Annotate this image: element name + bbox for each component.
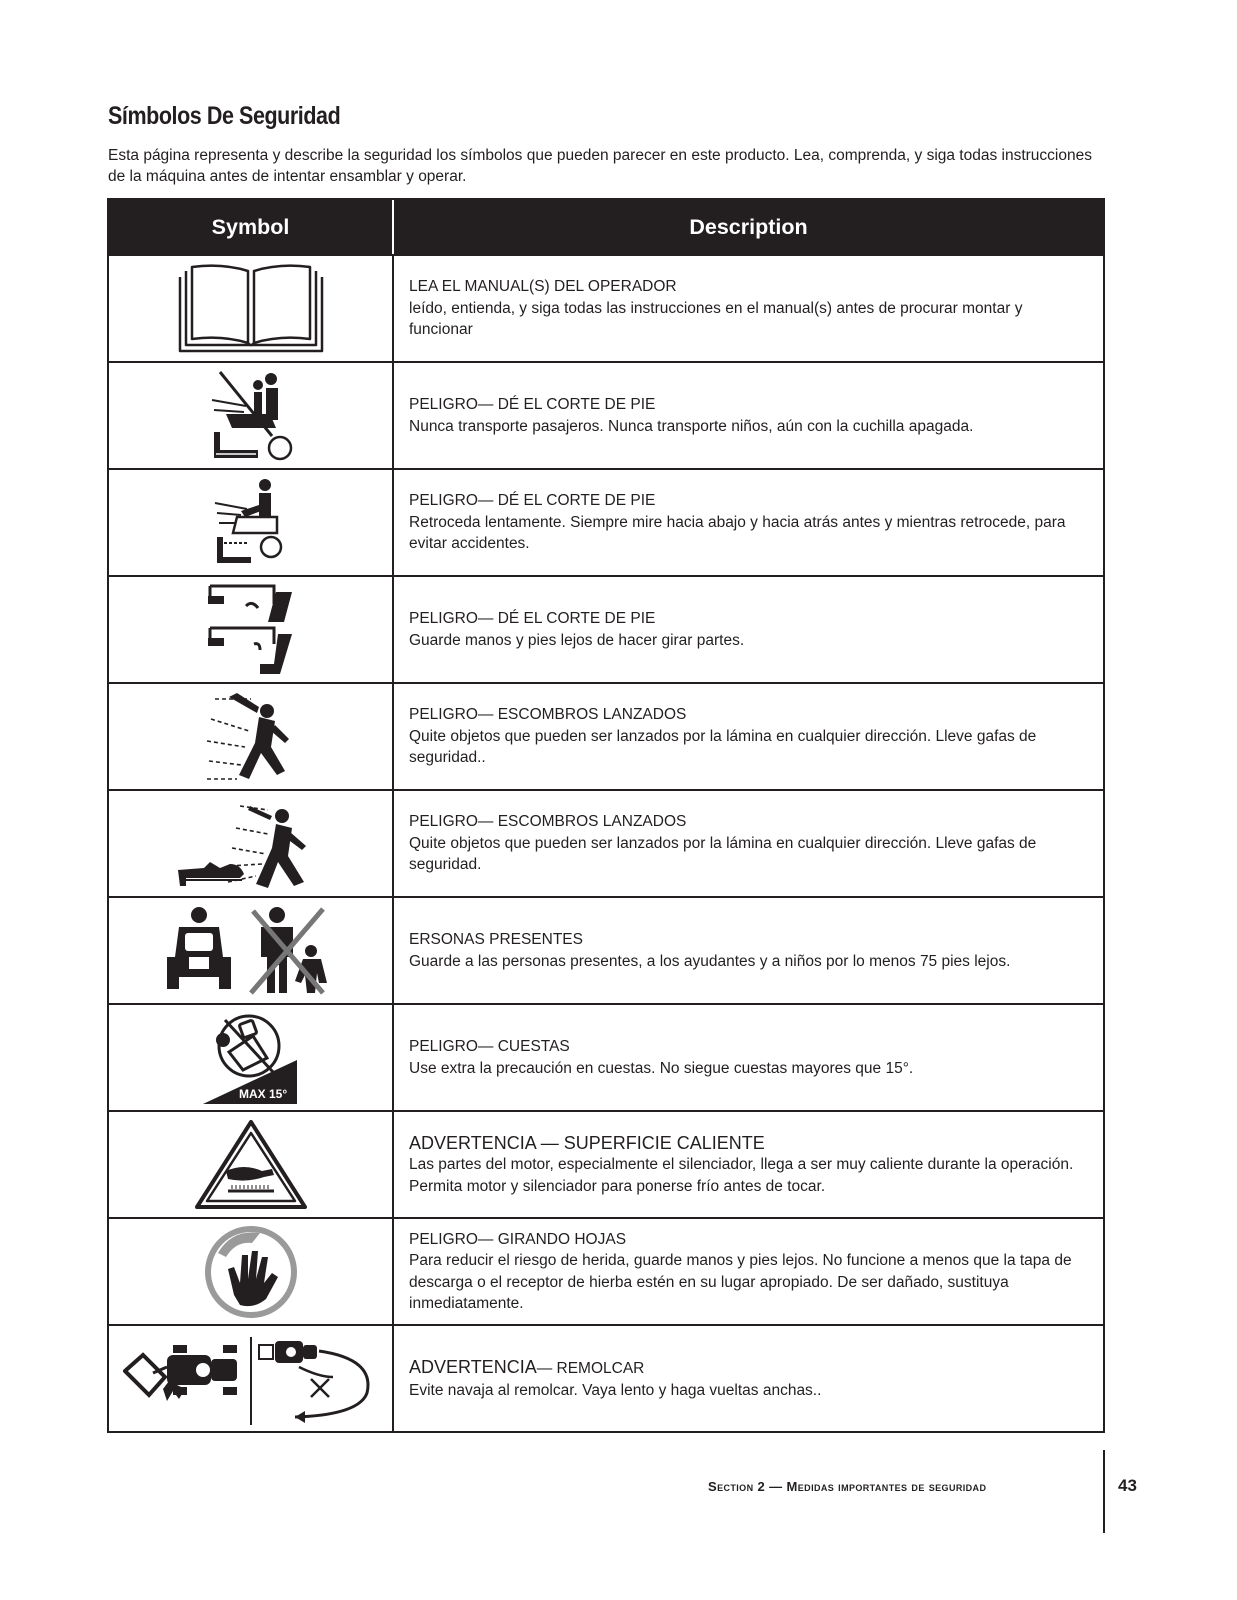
table-row (109, 1324, 1103, 1431)
description-text: Quite objetos que pueden ser lanzados por la lámina en cualquier dirección. Lleve gafas de seguridad. (409, 834, 1037, 874)
description-cell (394, 1005, 1103, 1110)
symbol-cell (109, 577, 394, 682)
description-heading-main: ADVERTENCIA (409, 1356, 537, 1377)
no-passengers-icon (206, 370, 296, 462)
table-row (109, 896, 1103, 1003)
description-text: Evite navaja al remolcar. Vaya lento y haga vueltas anchas.. (409, 1381, 822, 1399)
symbol-cell (109, 684, 394, 789)
header-symbol: Symbol (109, 200, 394, 254)
safety-symbols-table (107, 198, 1105, 1433)
description-cell (394, 363, 1103, 468)
slope-badge-text: MAX 15° (238, 1086, 287, 1101)
description-cell (394, 1326, 1103, 1431)
symbol-cell (109, 791, 394, 896)
rotating-blade-hand-foot-icon (206, 582, 296, 678)
thrown-objects-icon (201, 691, 301, 783)
rotating-blades-hand-icon (204, 1225, 298, 1319)
description-heading (409, 1356, 1089, 1380)
table-row (109, 682, 1103, 789)
footer-section-label: Section 2 — Medidas importantes de seguridad (708, 1479, 987, 1494)
description-heading: LEA EL MANUAL(S) DEL OPERADOR (409, 278, 677, 296)
reverse-mowing-icon (211, 477, 291, 569)
description-text: Use extra la precaución en cuestas. No siegue cuestas mayores que 15°. (409, 1059, 914, 1077)
description-cell (394, 1219, 1103, 1324)
description-heading: PELIGRO— DÉ EL CORTE DE PIE (409, 610, 656, 627)
description-text: Guarde manos y pies lejos de hacer girar partes. (409, 631, 745, 649)
description-text: Quite objetos que pueden ser lanzados por la lámina en cualquier dirección. Lleve gafas de seguridad.. (409, 727, 1037, 767)
symbol-cell (109, 898, 394, 1003)
symbol-cell (109, 256, 394, 361)
symbol-cell (109, 470, 394, 575)
description-cell (394, 791, 1103, 896)
description-cell (394, 684, 1103, 789)
description-text: Nunca transporte pasajeros. Nunca transporte niños, aún con la cuchilla apagada. (409, 417, 974, 435)
description-cell (394, 256, 1103, 361)
description-heading: PELIGRO— ESCOMBROS LANZADOS (409, 706, 687, 724)
intro-paragraph: Esta página representa y describe la seguridad los símbolos que pueden parecer en este producto. Lea, comprenda, y siga todas instrucciones de la máquina antes de intentar ensamblar y operar. (108, 147, 1092, 185)
slope-max-15-icon (201, 1010, 301, 1106)
table-header (109, 200, 1103, 254)
symbol-cell (109, 1326, 394, 1431)
table-row (109, 1003, 1103, 1110)
description-heading: PELIGRO— GIRANDO HOJAS (409, 1230, 627, 1248)
description-text: Retroceda lentamente. Siempre mire hacia abajo y hacia atrás antes y mientras retrocede, para evitar accidentes. (409, 513, 1066, 553)
table-row (109, 575, 1103, 682)
description-text: Las partes del motor, especialmente el silenciador, llega a ser muy caliente durante la operación. Permita motor y silenciador para ponerse frío antes de tocar. (409, 1156, 1074, 1195)
description-heading: ADVERTENCIA — SUPERFICIE CALIENTE (409, 1133, 765, 1153)
description-cell (394, 470, 1103, 575)
table-row (109, 468, 1103, 575)
footer-divider (1103, 1450, 1105, 1533)
table-row (109, 1110, 1103, 1217)
symbol-cell (109, 363, 394, 468)
symbol-cell (109, 1005, 394, 1110)
table-row (109, 789, 1103, 896)
page-title: Símbolos De Seguridad (108, 102, 341, 130)
description-cell (394, 898, 1103, 1003)
table-row (109, 1217, 1103, 1324)
description-cell (394, 577, 1103, 682)
read-manual-icon (176, 263, 326, 355)
description-heading: PELIGRO— CUESTAS (409, 1038, 570, 1055)
page-number: 43 (1118, 1476, 1137, 1495)
hot-surface-icon (194, 1119, 308, 1211)
description-heading: ERSONAS PRESENTES (409, 931, 583, 948)
symbol-cell (109, 1219, 394, 1324)
keep-bystanders-away-icon (165, 905, 337, 997)
table-row (109, 254, 1103, 361)
header-description: Description (689, 214, 808, 239)
description-cell (394, 1112, 1103, 1217)
description-heading: PELIGRO— DÉ EL CORTE DE PIE (409, 396, 656, 413)
symbol-cell (109, 1112, 394, 1217)
thrown-objects-mower-icon (176, 798, 326, 890)
table-row (109, 361, 1103, 468)
description-text: Para reducir el riesgo de herida, guarde manos y pies lejos. No funcione a menos que la tapa de descarga o el receptor de hierba estén en su lugar apropiado. De ser dañado, sustituya inmediatamente. (409, 1252, 1072, 1312)
description-heading-sub: — REMOLCAR (536, 1359, 645, 1377)
towing-jackknife-icon (123, 1333, 379, 1425)
description-heading: PELIGRO— ESCOMBROS LANZADOS (409, 813, 687, 831)
description-text: Guarde a las personas presentes, a los ayudantes y a niños por lo menos 75 pies lejos. (409, 952, 1011, 970)
description-heading: PELIGRO— DÉ EL CORTE DE PIE (409, 492, 656, 510)
description-text: leído, entienda, y siga todas las instrucciones en el manual(s) antes de procurar montar y funcionar (409, 299, 1023, 339)
